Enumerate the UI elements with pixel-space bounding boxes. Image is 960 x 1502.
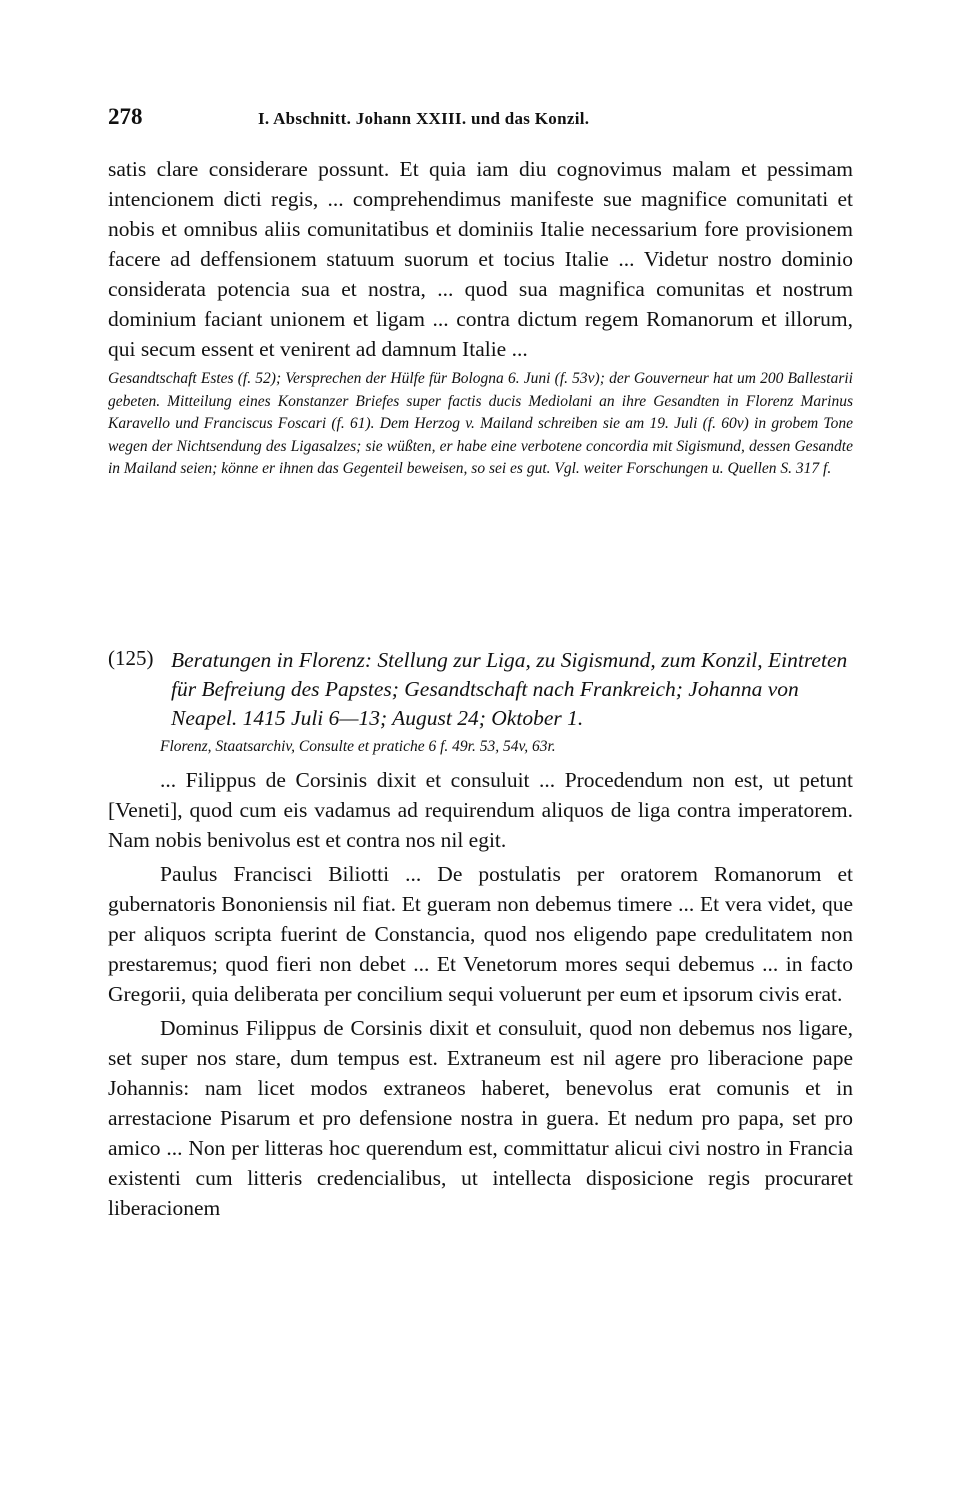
paragraph-1: ... Filippus de Corsinis dixit et consuluit ... Procedendum non est, ut petunt [Veneti], quod cum eis vadamus ad requirendum aliquos de liga contra imperatorem. Nam nobis benivolus est et contra nos nil egit.	[108, 768, 853, 852]
page-header	[108, 104, 853, 138]
paragraph-3: Dominus Filippus de Corsinis dixit et consuluit, quod non debemus nos ligare, set super nos stare, dum tempus est. Extraneum est nil agere pro liberacione pape Johannis: nam licet modos extraneos haberet, benevolus erat comunis et in arrestacione Pisarum et pro defensione nostra in guera. Et nedum pro papa, set pro amico ... Non per litteras hoc querendum est, committatur alicui civi nostro in Francia existenti cum litteris credencialibus, ut intellecta disposicione regis procuraret liberacionem	[108, 1016, 853, 1220]
paragraph-2: Paulus Francisci Biliotti ... De postulatis per oratorem Romanorum et gubernatoris Bononiensis nil fiat. Et gueram non debemus timere ... Et vera videt, que per aliquos scripta fuerint de Constancia, quod nos eligendo pape credulitatem non prestaremus; quod fieri non debet ... Et Venetorum mores sequi debemus ... in facto Gregorii, quia deliberata per concilium sequi voluerunt per eum et ipsorum civis erat.	[108, 862, 853, 1006]
section-number: (125)	[108, 646, 154, 670]
section-title: Beratungen in Florenz: Stellung zur Liga, zu Sigismund, zum Konzil, Eintreten für Befreiung des Papstes; Gesandtschaft nach Frankreich; Johanna von Neapel. 1415 Juli 6—13; August 24; Oktober 1.	[171, 648, 848, 730]
page-number: 278	[108, 104, 143, 129]
top-footnote: Gesandtschaft Estes (f. 52); Versprechen der Hülfe für Bologna 6. Juni (f. 53v); der Gouverneur hat um 200 Ballestarii gebeten. Mitteilung eines Konstanzer Briefes super factis ducis Mediolani an ihre Gesandten in Florenz Marinus Karavello und Franciscus Foscari (f. 61). Dem Herzog v. Mailand schreiben sie am 19. Juli (f. 60v) in grobem Tone wegen der Nichtsendung des Ligasalzes; sie wüßten, er habe eine verbotene concordia mit Sigismund, dessen Gesandte in Mailand seien; könne er ihnen das Gegenteil beweisen, so sei es gut. Vgl. weiter Forschungen u. Quellen S. 317 f.	[108, 370, 853, 478]
section-heading	[108, 646, 853, 733]
section-source: Florenz, Staatsarchiv, Consulte et pratiche 6 f. 49r. 53, 54v, 63r.	[160, 738, 556, 755]
top-paragraph: satis clare considerare possunt. Et quia iam diu cognovimus malam et pessimam intencionem dicti regis, ... comprehendimus manifeste sue magnifice comunitati et nobis et omnibus aliis comunitatibus et dominiis Italie necessarium fore provisionem facere ad deffensionem statuum suorum et tocius Italie ... Videtur nostro dominio considerata potencia sua et nostra, ... quod sua magnifica comunitas et nostrum dominium faciant unionem et ligam ... contra dictum regem Romanorum et illorum, qui secum essent et venirent ad damnum Italie ...	[108, 157, 853, 361]
top-text-block	[108, 154, 853, 481]
running-head: I. Abschnitt. Johann XXIII. und das Konzil.	[258, 109, 590, 128]
section-125	[108, 646, 853, 1223]
